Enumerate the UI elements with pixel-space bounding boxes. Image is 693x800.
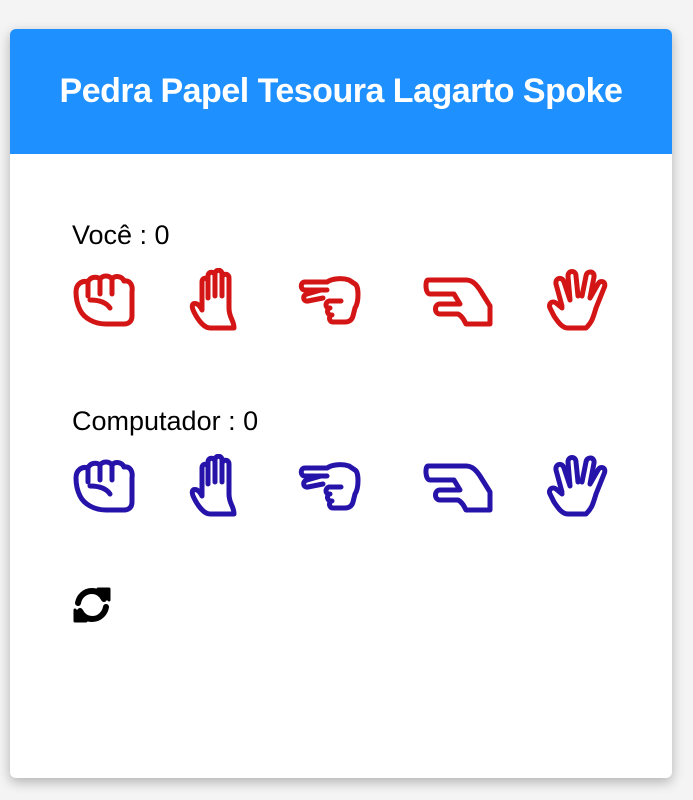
hand-rock-icon: [72, 458, 136, 514]
computer-spock: [546, 451, 608, 521]
player-section: [72, 217, 632, 335]
player-lizard-button[interactable]: [422, 265, 494, 335]
hand-spock-icon: [546, 454, 608, 518]
computer-score-label: Computador : 0: [72, 406, 259, 436]
player-spock-button[interactable]: [546, 265, 608, 335]
hand-scissors-icon: [297, 458, 363, 514]
computer-rock: [72, 451, 136, 521]
sync-icon: [72, 585, 112, 625]
hand-scissors-icon: [297, 272, 363, 328]
player-paper-button[interactable]: [188, 265, 244, 335]
player-scissors-button[interactable]: [297, 265, 363, 335]
computer-section: [72, 403, 632, 521]
hand-rock-icon: [72, 272, 136, 328]
hand-lizard-icon: [422, 458, 494, 514]
player-score-label: Você : 0: [72, 220, 170, 250]
computer-moves: [72, 451, 632, 521]
player-moves: [72, 265, 632, 335]
computer-lizard: [422, 451, 494, 521]
hand-paper-icon: [188, 268, 244, 332]
computer-paper: [188, 451, 244, 521]
hand-lizard-icon: [422, 272, 494, 328]
computer-scissors: [297, 451, 363, 521]
header: [10, 29, 672, 154]
player-rock-button[interactable]: [72, 265, 136, 335]
hand-spock-icon: [546, 268, 608, 332]
reset-button[interactable]: [72, 585, 112, 625]
page-title: Pedra Papel Tesoura Lagarto Spoke: [59, 72, 623, 110]
game-card: [10, 29, 672, 778]
hand-paper-icon: [188, 454, 244, 518]
